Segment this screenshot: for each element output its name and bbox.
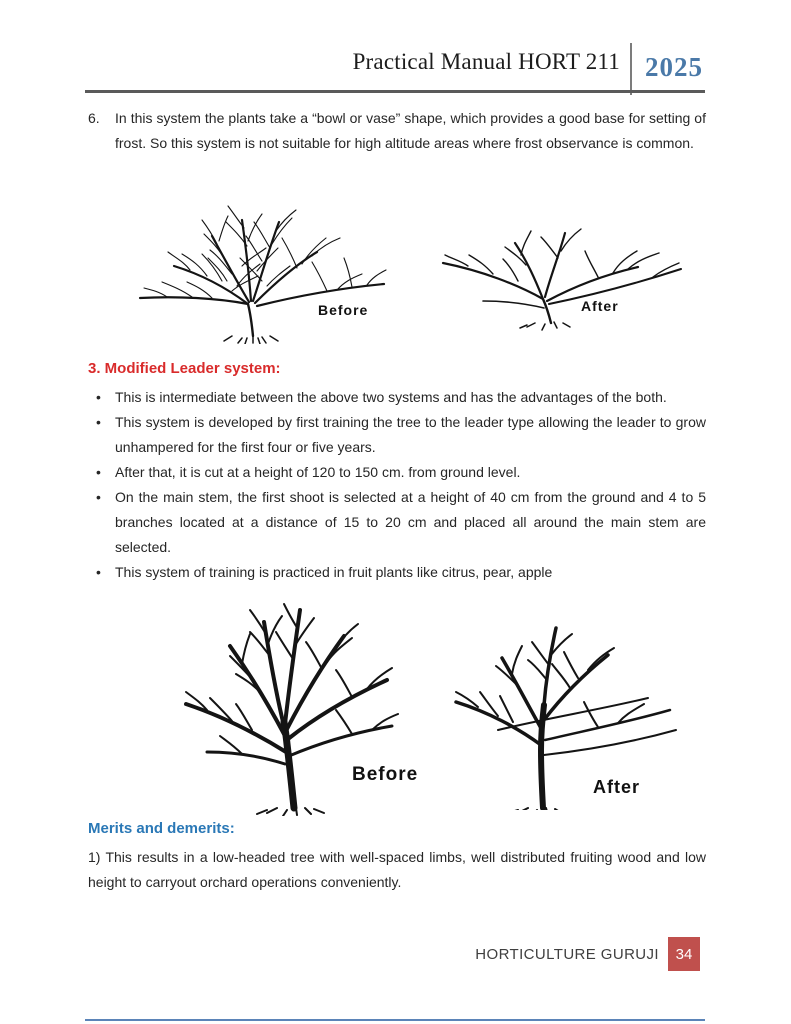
bullet-icon: •	[96, 489, 101, 505]
list-item: • This system of training is practiced in fruit plants like citrus, pear, apple	[88, 560, 706, 585]
item-text: In this system the plants take a “bowl or vase” shape, which provides a good base for setting of frost. So this system is not suitable for high altitude areas where frost observance is common.	[115, 110, 706, 151]
item-number: 6.	[88, 110, 100, 126]
page-title: Practical Manual HORT 211	[352, 49, 620, 74]
figure2-after-tree-sketch	[438, 610, 683, 810]
header-rule	[85, 90, 705, 93]
page-footer	[475, 937, 700, 971]
list-item: • This system is developed by first training the tree to the leader type allowing the leader to grow unhampered for the first four or five years.	[88, 410, 706, 460]
figure1-after-tree-sketch	[423, 203, 695, 331]
section-heading-modified-leader: 3. Modified Leader system:	[88, 360, 281, 377]
list-item: • On the main stem, the first shoot is selected at a height of 40 cm from the ground and 4 to 5 branches located at a distance of 15 to 20 cm and placed all around the main stem are selected.	[88, 485, 706, 560]
paragraph-item-6	[88, 106, 706, 156]
bullet-list	[88, 385, 706, 585]
footer-brand-text: HORTICULTURE GURUJI	[475, 945, 659, 963]
figure1-after-label: After	[581, 298, 619, 314]
header-year-badge: 2025	[645, 52, 703, 82]
bullet-icon: •	[96, 564, 101, 580]
bottom-border-line	[85, 1019, 705, 1021]
list-item: • This is intermediate between the above two systems and has the advantages of the both.	[88, 385, 706, 410]
merits-heading: Merits and demerits:	[88, 820, 235, 837]
figure2-before-label: Before	[352, 764, 419, 785]
merits-paragraph: 1) This results in a low-headed tree with well-spaced limbs, well distributed fruiting wood and low height to carryout orchard operations conveniently.	[88, 849, 706, 890]
header-separator-line	[630, 43, 632, 95]
list-item: • After that, it is cut at a height of 120 to 150 cm. from ground level.	[88, 460, 706, 485]
page-number-badge: 34	[668, 937, 700, 971]
figure2-after-label: After	[593, 777, 641, 797]
figure1-before-label: Before	[318, 302, 369, 318]
bullet-icon: •	[96, 389, 101, 405]
bullet-icon: •	[96, 414, 101, 430]
figure1-before-tree-sketch	[112, 186, 412, 344]
bullet-icon: •	[96, 464, 101, 480]
